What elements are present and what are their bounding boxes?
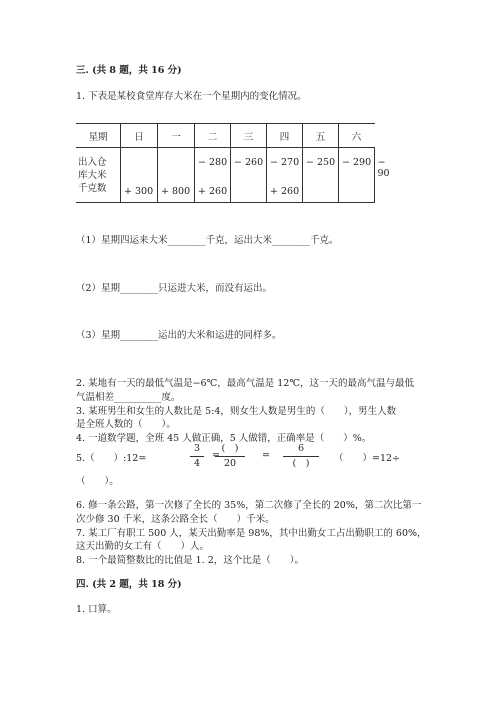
fraction-bar <box>190 456 204 457</box>
fraction-bar <box>215 456 245 457</box>
section-4-question-1: 1. 口算。 <box>76 604 117 615</box>
row-label-line: 出入仓 <box>78 156 107 168</box>
table-data-row <box>76 148 375 203</box>
table-header-cell: 二 <box>195 124 231 148</box>
equals-sign: = <box>212 450 220 461</box>
fraction-three-quarters <box>190 443 204 470</box>
fraction-denominator: ( ) <box>292 458 310 469</box>
question-6-line-2: 次少修 30 千米，这条公路全长（ ）千米。 <box>76 514 275 525</box>
question-1-stem: 1. 下表是某校食堂库存大米在一个星期内的变化情况。 <box>76 91 307 102</box>
table-header-row <box>76 124 375 148</box>
fraction-bar <box>283 456 319 457</box>
question-3-line-2: 是全班人数的（ ）。 <box>76 419 176 430</box>
table-row-label <box>76 148 121 203</box>
fraction-denominator: 20 <box>223 458 237 469</box>
section-4-title: 四. (共 2 题，共 18 分) <box>76 579 182 590</box>
table-header-cell: 三 <box>231 124 267 148</box>
row-label-line: 库大米 <box>78 169 107 181</box>
question-6-line-1: 6. 修一条公路，第一次修了全长的 35%，第二次修了全长的 20%，第二次比第一 <box>76 500 422 511</box>
table-cell <box>195 148 231 203</box>
question-7-line-1: 7. 某工厂有职工 500 人，某天出勤率是 98%，其中出勤女工占出勤职工的 60%， <box>76 528 427 539</box>
cell-in-value: + 260 <box>270 186 300 197</box>
question-4: 4. 一道数学题，全班 45 人做正确，5 人做错，正确率是（ ）%。 <box>76 433 372 444</box>
question-5-tail: （ ）=12÷ <box>334 453 401 464</box>
question-5-line-2: （ ）。 <box>76 476 119 487</box>
question-1-part-1: （1）星期四运来大米________千克，运出大米________千克。 <box>76 235 339 246</box>
table-header-cell: 日 <box>121 124 158 148</box>
cell-out-value: − 280 <box>198 157 228 168</box>
cell-out-value: − 250 <box>306 157 336 168</box>
fraction-blank-over-20 <box>215 443 245 470</box>
question-2-line-1: 2. 某地有一天的最低气温是−6℃，最高气温是 12℃，这一天的最高气温与最低 <box>76 378 414 389</box>
section-3-title: 三. (共 8 题，共 16 分) <box>76 65 182 76</box>
rice-inventory-table <box>76 123 390 203</box>
cell-in-value: + 300 <box>124 186 154 197</box>
fraction-numerator: ( ) <box>221 443 239 454</box>
table-cell <box>231 148 267 203</box>
question-5-lead: 5.（ ）:12= <box>76 453 147 464</box>
table-cell <box>339 148 375 203</box>
cell-out-value: − 290 <box>342 157 372 168</box>
cell-out-value: − 260 <box>234 157 264 168</box>
question-8: 8. 一个最简整数比的比值是 1. 2，这个比是（ ）。 <box>76 555 304 566</box>
table-header-cell: 星期 <box>76 124 121 148</box>
cell-in-value: + 800 <box>161 186 191 197</box>
cell-out-value: − 90 <box>377 156 390 179</box>
table-header-cell: 四 <box>267 124 303 148</box>
question-1-part-2: （2）星期________只运进大米，而没有运出。 <box>76 283 273 294</box>
table-cell <box>267 148 303 203</box>
fraction-numerator: 6 <box>297 443 305 454</box>
row-label-line: 千克数 <box>78 182 107 194</box>
fraction-denominator: 4 <box>193 458 201 469</box>
table-header-cell: 五 <box>303 124 339 148</box>
table-header-cell: 六 <box>339 124 375 148</box>
table-cell <box>158 148 195 203</box>
fraction-six-over-blank <box>283 443 319 470</box>
table-header-cell: 一 <box>158 124 195 148</box>
cell-out-value: − 270 <box>270 157 300 168</box>
cell-in-value: + 260 <box>198 186 228 197</box>
question-1-part-3: （3）星期________运出的大米和运进的同样多。 <box>76 330 282 341</box>
fraction-numerator: 3 <box>193 443 201 454</box>
question-3-line-1: 3. 某班男生和女生的人数比是 5:4，则女生人数是男生的（ ），男生人数 <box>76 406 397 417</box>
table-cell <box>303 148 339 203</box>
equals-sign: = <box>262 450 270 461</box>
question-7-line-2: 这天出勤的女工有（ ）人。 <box>76 541 210 552</box>
question-2-line-2: 气温相差__________度。 <box>76 392 181 403</box>
table-cell <box>121 148 158 203</box>
table-cell <box>374 148 390 203</box>
